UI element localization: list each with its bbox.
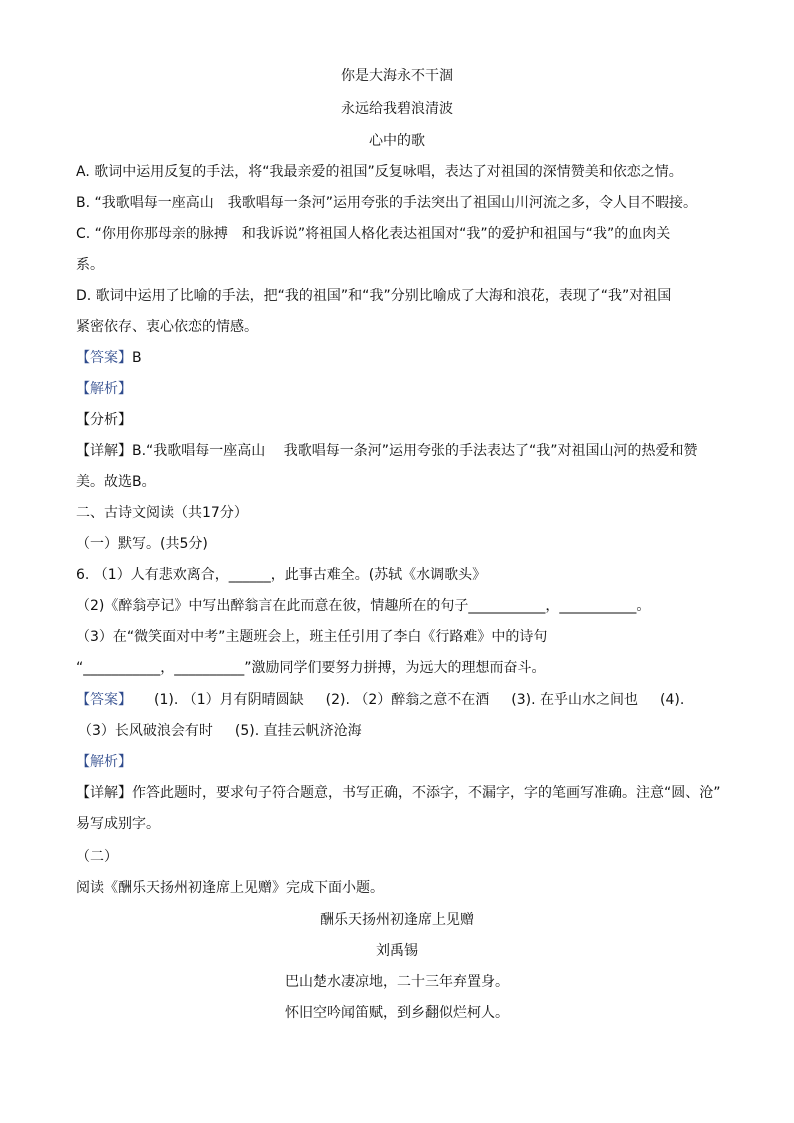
poem-title: 酬乐天扬州初逢席上见赠 — [320, 912, 474, 928]
poem-tail-line: 心中的歌 — [369, 133, 425, 149]
answer-item: (4). — [660, 692, 685, 708]
answer-item: (2). （2）醉翁之意不在酒 — [325, 692, 490, 708]
answer-tag: 【答案】 — [76, 350, 132, 366]
q6-answer-line — [76, 690, 736, 710]
question-6-part3-cont: “___________，__________”激励同学们要努力拼搏，为远大的理想而奋斗。 — [76, 660, 546, 676]
option-d: D. 歌词中运用了比喻的手法，把“我的祖国”和“我”分别比喻成了大海和浪花，表现了“我”对祖国 — [76, 288, 672, 304]
reading-intro: 阅读《酬乐天扬州初逢席上见赠》完成下面小题。 — [76, 880, 384, 896]
question-6-part3: （3）在“微笑面对中考”主题班会上，班主任引用了李白《行路难》中的诗句 — [76, 629, 548, 645]
option-b: B. “我歌唱每一座高山 我歌唱每一条河”运用夸张的手法突出了祖国山川河流之多，令人目不暇接。 — [76, 195, 698, 211]
poem-author: 刘禹锡 — [376, 943, 418, 959]
poem-line: 怀旧空吟闻笛赋，到乡翻似烂柯人。 — [285, 1005, 509, 1021]
q6-answer-line-cont — [78, 721, 738, 741]
poem-tail-line: 永远给我碧浪清波 — [341, 101, 453, 117]
answer-line — [76, 348, 736, 368]
q6-detail-line-cont: 易写成别字。 — [76, 816, 160, 832]
answer-item: （3）长风破浪会有时 — [78, 723, 213, 739]
option-a: A. 歌词中运用反复的手法，将“我最亲爱的祖国”反复咏唱，表达了对祖国的深情赞美和依恋之情。 — [76, 164, 683, 180]
question-6-part1: 6. （1）人有悲欢离合，______，此事古难全。(苏轼《水调歌头》 — [76, 567, 487, 583]
answer-value: B — [132, 350, 142, 366]
answer-tag: 【答案】 — [76, 692, 132, 708]
detail-text: 作答此题时，要求句子符合题意，书写正确，不添字，不漏字，字的笔画写准确。注意“圆、沧” — [132, 785, 721, 801]
detail-text: B.“我歌唱每一座高山 我歌唱每一条河”运用夸张的手法表达了“我”对祖国山河的热爱和赞 — [132, 443, 698, 459]
option-c-cont: 系。 — [76, 257, 104, 273]
detail-tag: 【详解】 — [76, 443, 132, 459]
poem-tail-line: 你是大海永不干涸 — [341, 68, 453, 84]
subsection-heading: （一）默写。(共5分) — [76, 536, 208, 552]
subsection-heading: （二） — [76, 849, 118, 865]
option-c: C. “你用你那母亲的脉搏 和我诉说”将祖国人格化表达祖国对“我”的爱护和祖国与“我”的血肉关 — [76, 226, 671, 242]
q6-detail-line — [76, 783, 736, 803]
option-d-cont: 紧密依存、衷心依恋的情感。 — [76, 319, 258, 335]
q6-analysis-tag: 【解析】 — [76, 754, 132, 770]
answer-item: (5). 直挂云帆济沧海 — [234, 723, 362, 739]
detail-line-cont: 美。故选B。 — [76, 474, 156, 490]
detail-line — [76, 441, 736, 461]
analysis-tag: 【解析】 — [76, 381, 132, 397]
detail-tag: 【详解】 — [76, 785, 132, 801]
answer-item: (3). 在乎山水之间也 — [511, 692, 639, 708]
question-6-part2: （2)《醉翁亭记》中写出醉翁言在此而意在彼，情趣所在的句子___________，___________。 — [76, 598, 651, 614]
section-heading: 二、古诗文阅读（共17分） — [76, 505, 248, 521]
answer-item: (1). （1）月有阴晴圆缺 — [154, 692, 304, 708]
fenxi-tag: 【分析】 — [76, 412, 132, 428]
poem-line: 巴山楚水凄凉地，二十三年弃置身。 — [285, 974, 509, 990]
